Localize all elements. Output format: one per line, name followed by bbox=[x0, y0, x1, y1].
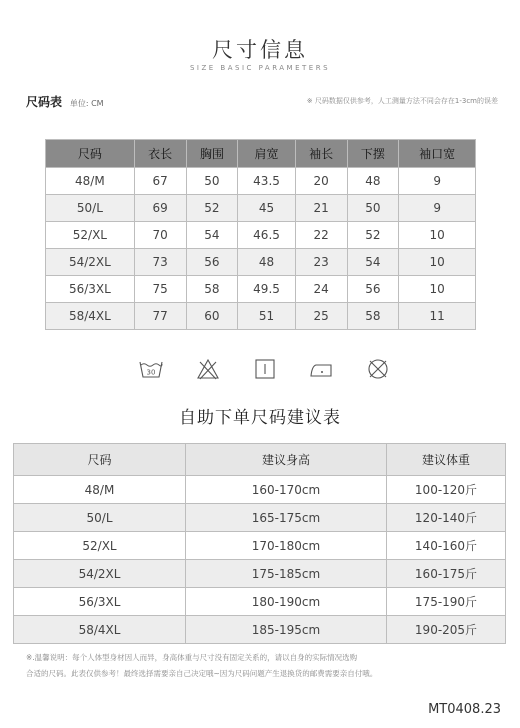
col-header-size: 尺码 bbox=[14, 444, 186, 476]
table-cell: 48/M bbox=[46, 168, 135, 195]
table-cell: 48/M bbox=[14, 476, 186, 504]
table-cell: 54 bbox=[186, 222, 238, 249]
table-cell: 9 bbox=[399, 168, 476, 195]
col-header-chest: 胸围 bbox=[186, 140, 238, 168]
table-cell: 10 bbox=[399, 222, 476, 249]
table-cell: 170-180cm bbox=[186, 532, 387, 560]
no-bleach-icon bbox=[196, 357, 220, 381]
table-cell: 165-175cm bbox=[186, 504, 387, 532]
table-cell: 120-140斤 bbox=[387, 504, 506, 532]
table-row bbox=[14, 476, 506, 504]
table-cell: 52/XL bbox=[14, 532, 186, 560]
suggest-title: 自助下单尺码建议表 bbox=[179, 408, 341, 428]
table-cell: 58 bbox=[347, 303, 399, 330]
table-cell: 67 bbox=[134, 168, 186, 195]
table-cell: 69 bbox=[134, 195, 186, 222]
measurement-note: ※ 尺码数据仅供参考，人工测量方法不同会存在1-3cm的误差 bbox=[306, 97, 498, 105]
table-cell: 43.5 bbox=[238, 168, 295, 195]
table-cell: 70 bbox=[134, 222, 186, 249]
warm-tip-line-1: ※.温馨说明：每个人体型身材因人而异，身高体重与尺寸没有固定关系的，请以自身的实际情况选购 bbox=[26, 653, 358, 662]
table-cell: 10 bbox=[399, 249, 476, 276]
table-cell: 56 bbox=[347, 276, 399, 303]
size-table-header-row bbox=[46, 140, 476, 168]
table-cell: 20 bbox=[295, 168, 347, 195]
warm-tip-line-2: 合适的尺码。此表仅供参考！最终选择需要亲自己决定哦~因为尺码问题产生退换货的邮费需要亲自付哦。 bbox=[26, 669, 378, 678]
table-cell: 46.5 bbox=[238, 222, 295, 249]
size-table bbox=[45, 139, 476, 330]
table-cell: 75 bbox=[134, 276, 186, 303]
col-header-sleeve: 袖长 bbox=[295, 140, 347, 168]
product-code: MT0408.23 bbox=[428, 702, 501, 717]
table-row bbox=[46, 303, 476, 330]
table-row bbox=[46, 276, 476, 303]
table-cell: 58 bbox=[186, 276, 238, 303]
table-cell: 51 bbox=[238, 303, 295, 330]
table-row bbox=[46, 249, 476, 276]
table-cell: 56/3XL bbox=[14, 588, 186, 616]
no-dry-clean-icon bbox=[366, 357, 390, 381]
table-cell: 48 bbox=[347, 168, 399, 195]
table-cell: 56 bbox=[186, 249, 238, 276]
table-row bbox=[46, 222, 476, 249]
table-cell: 9 bbox=[399, 195, 476, 222]
table-cell: 175-190斤 bbox=[387, 588, 506, 616]
table-cell: 180-190cm bbox=[186, 588, 387, 616]
warm-tip bbox=[26, 650, 506, 682]
table-cell: 73 bbox=[134, 249, 186, 276]
size-table-heading bbox=[26, 93, 104, 110]
table-row bbox=[46, 195, 476, 222]
table-cell: 190-205斤 bbox=[387, 616, 506, 644]
table-cell: 175-185cm bbox=[186, 560, 387, 588]
wash-30-icon bbox=[139, 357, 163, 381]
table-cell: 56/3XL bbox=[46, 276, 135, 303]
table-cell: 60 bbox=[186, 303, 238, 330]
table-cell: 10 bbox=[399, 276, 476, 303]
col-header-hem: 下摆 bbox=[347, 140, 399, 168]
table-cell: 185-195cm bbox=[186, 616, 387, 644]
table-cell: 160-175斤 bbox=[387, 560, 506, 588]
table-cell: 22 bbox=[295, 222, 347, 249]
table-cell: 50/L bbox=[46, 195, 135, 222]
table-cell: 50 bbox=[186, 168, 238, 195]
iron-low-icon bbox=[309, 357, 333, 381]
col-header-size: 尺码 bbox=[46, 140, 135, 168]
table-cell: 54/2XL bbox=[46, 249, 135, 276]
table-cell: 25 bbox=[295, 303, 347, 330]
col-header-shoulder: 肩宽 bbox=[238, 140, 295, 168]
table-cell: 24 bbox=[295, 276, 347, 303]
table-cell: 48 bbox=[238, 249, 295, 276]
table-row bbox=[14, 504, 506, 532]
care-icons-row bbox=[0, 357, 520, 387]
table-cell: 45 bbox=[238, 195, 295, 222]
col-header-length: 衣长 bbox=[134, 140, 186, 168]
col-header-height: 建议身高 bbox=[186, 444, 387, 476]
table-cell: 49.5 bbox=[238, 276, 295, 303]
col-header-weight: 建议体重 bbox=[387, 444, 506, 476]
table-cell: 77 bbox=[134, 303, 186, 330]
page-title: 尺寸信息 bbox=[212, 38, 308, 62]
table-cell: 58/4XL bbox=[14, 616, 186, 644]
table-cell: 52 bbox=[347, 222, 399, 249]
unit-label: 单位: CM bbox=[69, 99, 104, 108]
size-suggestion-table bbox=[13, 443, 506, 644]
table-cell: 54 bbox=[347, 249, 399, 276]
table-cell: 23 bbox=[295, 249, 347, 276]
table-cell: 54/2XL bbox=[14, 560, 186, 588]
tumble-dry-icon bbox=[253, 357, 277, 381]
table-cell: 140-160斤 bbox=[387, 532, 506, 560]
table-cell: 11 bbox=[399, 303, 476, 330]
table-row bbox=[14, 616, 506, 644]
suggest-header-row bbox=[14, 444, 506, 476]
table-row bbox=[14, 588, 506, 616]
table-cell: 52 bbox=[186, 195, 238, 222]
table-cell: 50 bbox=[347, 195, 399, 222]
wash-temperature: 30 bbox=[146, 368, 156, 377]
table-row bbox=[14, 560, 506, 588]
table-cell: 160-170cm bbox=[186, 476, 387, 504]
table-row bbox=[46, 168, 476, 195]
table-cell: 100-120斤 bbox=[387, 476, 506, 504]
table-row bbox=[14, 532, 506, 560]
table-cell: 58/4XL bbox=[46, 303, 135, 330]
table-cell: 52/XL bbox=[46, 222, 135, 249]
page-subtitle: SIZE BASIC PARAMETERS bbox=[189, 64, 331, 72]
table-cell: 21 bbox=[295, 195, 347, 222]
col-header-cuff: 袖口宽 bbox=[399, 140, 476, 168]
table-cell: 50/L bbox=[14, 504, 186, 532]
size-table-label: 尺码表 bbox=[26, 95, 63, 109]
